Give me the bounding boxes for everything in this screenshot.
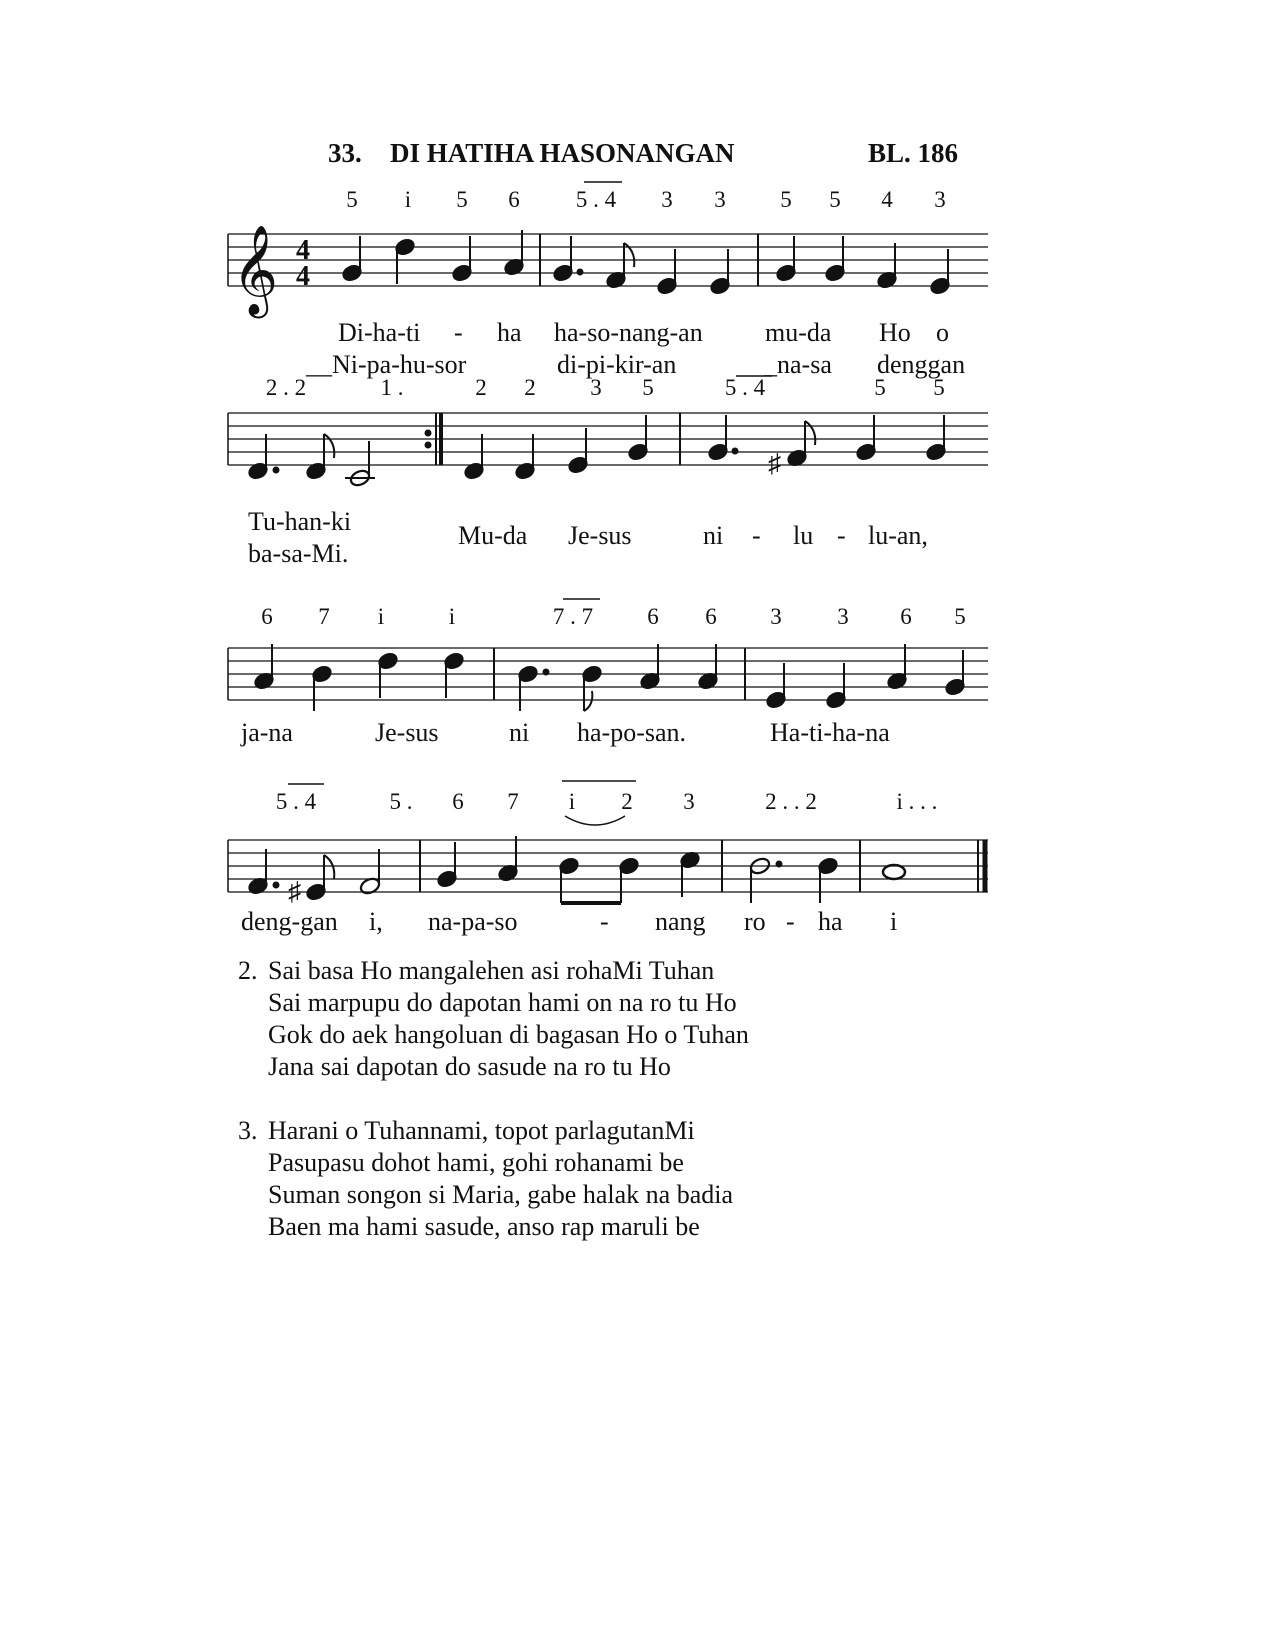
cipher-numbers-3-text: i [448,604,456,629]
cipher-numbers-3-text: 6 [705,604,717,629]
cipher-numbers-3-text: 3 [770,604,782,629]
cipher-note: i [404,187,412,212]
lyrics-system-1-line-1 [338,318,949,347]
system-1 [228,182,988,379]
lyrics-system-1-line-1-text: - [454,318,463,347]
lyrics-system-1-line-2-text: denggan [877,350,966,379]
cipher-numbers-3-text: i [377,604,385,629]
cipher-numbers-4-text: i [568,789,576,814]
system-4 [228,781,988,936]
lyrics-system-2-text: Mu-da [458,521,528,550]
lyrics-system-4-text: ro [744,907,766,936]
lyrics-system-3-text: ja-na [241,718,293,747]
cipher-note: 4 [881,187,893,212]
lyrics-system-2-text: Tu-han-ki [248,507,352,536]
treble-clef-icon: 𝄞 [232,225,279,315]
lyrics-system-3-text: Ha-ti-ha-na [770,718,890,747]
cipher-numbers-4-text: 5 . [389,789,413,814]
cipher-numbers-3-text: 7 [318,604,330,629]
verse-2 [238,955,998,1083]
verse-line: Sai marpupu do dapotan hami on na ro tu Ho [268,988,737,1017]
lyrics-system-1-line-2-text: di-pi-kir-an [557,350,677,379]
verse-number: 3. [238,1116,258,1145]
verse-line: Jana sai dapotan do sasude na ro tu Ho [268,1052,671,1081]
verses-section [238,955,998,1275]
cipher-note: 5 [346,187,358,212]
lyrics-system-4-text: deng-gan [241,907,338,936]
lyrics-system-4-text: i [890,907,898,936]
time-signature-bottom: 4 [296,261,310,292]
cipher-numbers-4-text: 5 . 4 [275,789,317,814]
lyrics-system-2-text: ni [703,521,724,550]
time-signature-top: 4 [296,235,310,266]
cipher-numbers-4-text: 2 [621,789,633,814]
lyrics-system-4-text: - [600,907,609,936]
lyrics-system-1-line-1-text: ha-so-nang-an [554,318,703,347]
cipher-numbers-2-text: 2 . 2 [265,375,307,400]
cipher-numbers-4-text: 6 [452,789,464,814]
lyrics-system-3-text: ni [509,718,530,747]
lyrics-system-1-line-1-text: ha [497,318,522,347]
song-number: 33. [328,138,362,168]
cipher-numbers-2-text: 5 [642,375,654,400]
cipher-numbers-2-text: 5 [874,375,886,400]
cipher-numbers-2-text: 5 . 4 [724,375,766,400]
cipher-numbers-3-text: 7 . 7 [552,604,594,629]
system-2 [228,375,988,568]
lyrics-system-1-line-1-text: mu-da [765,318,832,347]
cipher-numbers-3-text: 6 [261,604,273,629]
cipher-numbers-3-text: 6 [647,604,659,629]
cipher-numbers-4 [276,789,938,814]
cipher-numbers-4-text: 2 . . 2 [765,789,817,814]
verse-line: Harani o Tuhannami, topot parlagutanMi [268,1116,695,1145]
cipher-note: 5 [780,187,792,212]
lyrics-system-3-text: Je-sus [375,718,439,747]
lyrics-system-4 [241,907,897,936]
cipher-numbers-3-text: 5 [954,604,966,629]
svg-text:♯: ♯ [288,877,301,906]
cipher-numbers-2-text: 2 [475,375,487,400]
lyrics-system-4-text: i, [369,907,383,936]
lyrics-system-1-line-1-text: Ho [879,318,911,347]
lyrics-system-4-text: nang [655,907,706,936]
verse-number: 2. [238,956,258,985]
lyrics-system-1-line-2 [305,350,965,379]
lyrics-system-4-text: ha [818,907,843,936]
verse-line: Pasupasu dohot hami, gohi rohanami be [268,1148,684,1177]
lyrics-system-2-text: - [837,521,846,550]
lyrics-system-2-text: Je-sus [568,521,632,550]
cipher-note: 5 [829,187,841,212]
svg-text:♯: ♯ [768,449,781,478]
cipher-numbers-4-text: 7 [507,789,519,814]
lyrics-system-1-line-1-text: o [936,318,949,347]
cipher-numbers-1 [346,187,946,212]
lyrics-system-2-text: - [752,521,761,550]
lyrics-system-4-text: - [786,907,795,936]
system-3 [228,599,988,747]
book-reference: BL. 186 [868,138,959,168]
cipher-note: 3 [661,187,673,212]
cipher-numbers-2-text: 5 [933,375,945,400]
cipher-note: 5 [456,187,468,212]
cipher-note: 6 [508,187,520,212]
cipher-numbers-2-text: 2 [524,375,536,400]
cipher-numbers-3-text: 3 [837,604,849,629]
cipher-numbers-3-text: 6 [900,604,912,629]
cipher-numbers-2-text: 3 [590,375,602,400]
song-title: DI HATIHA HASONANGAN [390,138,735,168]
verse-line: Baen ma hami sasude, anso rap maruli be [268,1212,700,1241]
lyrics-system-3-text: ha-po-san. [577,718,687,747]
cipher-numbers-2-text: 1 . [380,375,404,400]
cipher-numbers-4-text: 3 [683,789,695,814]
verse-line: Gok do aek hangoluan di bagasan Ho o Tuhan [268,1020,749,1049]
lyrics-system-2-text: lu-an, [868,521,928,550]
lyrics-system-1-line-2-text: _na-sa [764,350,832,379]
cipher-numbers-4-text: i . . . [896,789,938,814]
lyrics-system-1-line-1-text: Di-ha-ti [338,318,421,347]
lyrics-system-2-text: lu [793,521,814,550]
lyrics-system-4-text: na-pa-so [428,907,518,936]
cipher-numbers-3 [261,604,966,629]
cipher-note: 3 [934,187,946,212]
lyrics-system-2 [248,507,928,568]
verse-line: Sai basa Ho mangalehen asi rohaMi Tuhan [268,956,715,985]
lyrics-system-2-text: ba-sa-Mi. [248,539,349,568]
verse-3 [238,1115,998,1243]
cipher-note: 3 [714,187,726,212]
lyrics-system-3 [240,718,890,747]
verse-line: Suman songon si Maria, gabe halak na badia [268,1180,733,1209]
cipher-note: 5 . 4 [575,187,617,212]
lyrics-system-1-line-2-text: __Ni-pa-hu-sor [306,350,467,379]
